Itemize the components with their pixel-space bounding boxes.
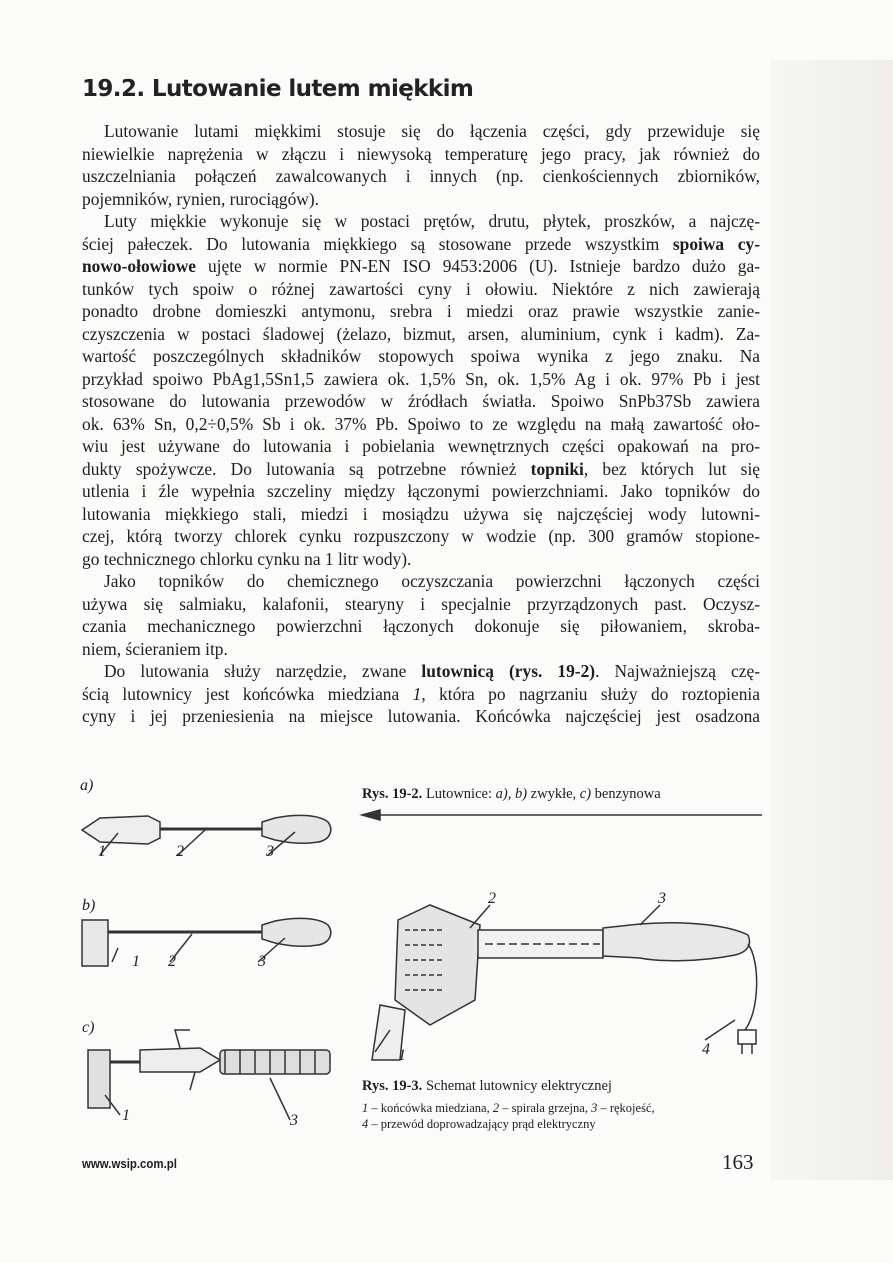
- text-run: Do lutowania służy narzędzie, zwane: [104, 661, 422, 681]
- text-run: utlenia i źle wypełnia szczeliny między łączonymi powierzchniami. Jako topników do: [82, 481, 760, 501]
- text-run: pojemników, rynien, rurociągów).: [82, 188, 319, 209]
- figure-label-c: c): [82, 1019, 95, 1036]
- label-1: 1: [122, 1107, 130, 1124]
- caption-label: Rys. 19-2.: [362, 786, 423, 802]
- page-number: 163: [722, 1150, 754, 1174]
- text-run: wiu jest używane do lutowania i pobielania wewnętrznych części opakowań na pro-: [82, 436, 760, 456]
- bold-term: lutownicą (rys. 19-2): [421, 661, 596, 681]
- legend-num: 3: [591, 1101, 598, 1115]
- figure-label-b: b): [82, 897, 96, 914]
- label-3: 3: [258, 953, 266, 970]
- label-1: 1: [132, 953, 140, 970]
- label-3: 3: [290, 1112, 298, 1129]
- caption-label: Rys. 19-3.: [362, 1078, 423, 1094]
- section-heading: 19.2. Lutowanie lutem miękkim: [82, 76, 474, 102]
- figure-label-a: a): [80, 777, 94, 794]
- text-run: uszczelniania połączeń zawalcowanych i innych (np. cienkościennych zbiorników,: [82, 166, 760, 186]
- caption-ab: a), b): [495, 786, 528, 802]
- bold-term: nowo-ołowiowe: [82, 256, 196, 276]
- text-run: ujęte w normie PN-EN ISO 9453:2006 (U). Istnieje bardzo dużo ga-: [196, 256, 760, 276]
- caption-mid: zwykłe,: [527, 786, 580, 802]
- text-run: , która po nagrzaniu służy do roztopienia: [421, 683, 760, 704]
- label-1: 1: [98, 843, 106, 860]
- caption-text: Lutownice:: [422, 786, 496, 802]
- italic-ref: 1: [412, 683, 422, 704]
- legend-text: – rękojeść,: [597, 1101, 655, 1115]
- label-3: 3: [266, 843, 274, 860]
- text-run: używa się salmiaku, kalafonii, stearyny i specjalnie przyrządzonych past. Oczysz-: [82, 593, 760, 614]
- text-run: przykład spoiwo PbAg1,5Sn1,5 zawiera ok. 1,5% Sn, ok. 1,5% Ag i ok. 97% Pb i jest: [82, 368, 760, 389]
- label-4: 4: [702, 1041, 710, 1058]
- text-run: ok. 63% Sn, 0,2÷0,5% Sb i ok. 37% Pb. Spoiwo to ze względu na małą zawartość oło-: [82, 413, 760, 434]
- text-run: ścią lutownicy jest końcówka miedziana: [82, 683, 413, 704]
- bold-term: topniki: [530, 458, 584, 479]
- text-run: Jako topników do chemicznego oczyszczania powierzchni łączonych części: [104, 571, 760, 591]
- legend-num: 1: [362, 1101, 369, 1115]
- text-run: . Najważniejszą czę-: [595, 661, 760, 681]
- text-run: dukty spożywcze. Do lutowania są potrzebne również: [82, 458, 531, 479]
- text-run: stosowane do lutowania przewodów w źródłach światła. Spoiwo SnPb37Sb zawiera: [82, 391, 760, 411]
- text-run: tunków tych spoiw o różnej zawartości cyny i ołowiu. Niektóre z nich zawierają: [82, 278, 760, 299]
- text-run: wartość poszczególnych składników stopowych spoiwa wynika z jego znaku. Na: [82, 346, 760, 366]
- legend-text: – przewód doprowadzający prąd elektryczny: [368, 1117, 596, 1131]
- text-run: , bez których lut się: [583, 458, 760, 479]
- figure-19-3-legend: [362, 1100, 655, 1132]
- text-run: czej, którą tworzy chlorek cynku rozpuszczony w wodzie (np. 300 gramów stopione-: [82, 526, 760, 546]
- figure-19-3-caption: [362, 1078, 612, 1095]
- text-run: ściej pałeczek. Do lutowania miękkiego są stosowane przede wszystkim: [82, 233, 673, 254]
- text-run: ponadto drobne domieszki antymonu, srebra i miedzi oraz prawie wszystkie zanie-: [82, 301, 760, 321]
- bold-term: spoiwa cy-: [672, 233, 760, 254]
- legend-text: – spirala grzejna,: [499, 1101, 592, 1115]
- label-2: 2: [488, 890, 496, 907]
- text-run: Lutowanie lutami miękkimi stosuje się do łączenia części, gdy przewiduje się: [104, 121, 760, 141]
- label-3: 3: [658, 890, 666, 907]
- text-run: czyszczenia w postaci śladowej (żelazo, bizmut, arsen, aluminium, cynk i kadm). Za-: [82, 323, 760, 344]
- text-run: niewielkie naprężenia w złączu i niewysoką temperaturę jego pracy, jak również do: [82, 143, 760, 164]
- caption-arrow: [362, 810, 762, 820]
- caption-c: c): [579, 786, 592, 802]
- publisher-url: www.wsip.com.pl: [82, 1156, 177, 1171]
- label-2: 2: [168, 953, 176, 970]
- text-run: cyny i jej przeniesienia na miejsce lutowania. Końcówka najczęściej jest osadzona: [82, 706, 760, 726]
- caption-end: benzynowa: [591, 786, 661, 802]
- text-run: Luty miękkie wykonuje się w postaci prętów, drutu, płytek, proszków, a najczę-: [104, 211, 760, 231]
- electric-soldering-iron-drawing: [372, 905, 757, 1060]
- soldering-iron-b-drawing: [82, 918, 331, 966]
- legend-text: – końcówka miedziana,: [368, 1101, 493, 1115]
- legend-num: 4: [362, 1117, 369, 1131]
- caption-text: Schemat lutownicy elektrycznej: [422, 1078, 612, 1094]
- text-run: niem, ścieraniem itp.: [82, 638, 228, 659]
- label-2: 2: [176, 843, 184, 860]
- soldering-iron-a-drawing: [82, 815, 331, 855]
- text-run: czania mechanicznego powierzchni łączonych dokonuje się piłowaniem, skroba-: [82, 616, 760, 636]
- label-1: 1: [398, 1047, 406, 1064]
- text-run: lutowania miękkiego stali, miedzi i mosiądzu używa się najczęściej wody lutowni-: [82, 503, 760, 524]
- text-run: go technicznego chlorku cynku na 1 litr wody).: [82, 548, 412, 569]
- legend-num: 2: [492, 1101, 500, 1115]
